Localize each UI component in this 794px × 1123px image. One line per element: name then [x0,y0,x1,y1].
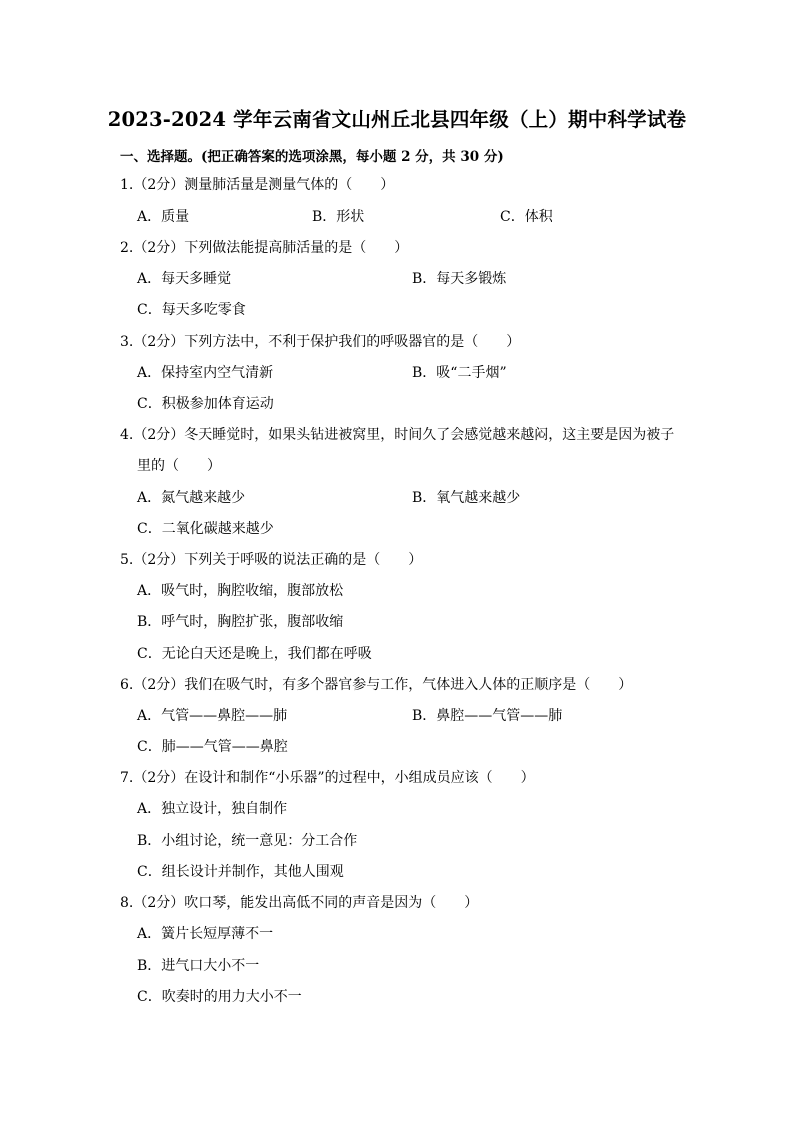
question-4-option-c: C．二氧化碳越来越少 [137,521,274,537]
question-1-option-a: A．质量 [137,209,190,225]
question-1-option-c: C．体积 [500,209,553,225]
question-8-option-a: A．簧片长短厚薄不一 [137,926,274,942]
section-heading: 一、选择题。(把正确答案的选项涂黑，每小题 2 分，共 30 分) [120,149,504,165]
question-7-stem: 7.（2分）在设计和制作“小乐器”的过程中，小组成员应该（ ） [120,770,535,786]
question-5-stem: 5.（2分）下列关于呼吸的说法正确的是（ ） [120,552,423,568]
question-8-option-b: B．进气口大小不一 [137,958,260,974]
question-6-stem: 6.（2分）我们在吸气时，有多个器官参与工作，气体进入人体的正顺序是（ ） [120,677,633,693]
question-4-stem: 4.（2分）冬天睡觉时，如果头钻进被窝里，时间久了会感觉越来越闷，这主要是因为被子 [120,427,675,443]
question-2-option-c: C．每天多吃零食 [137,302,246,318]
question-7-option-a: A．独立设计，独自制作 [137,801,288,817]
question-3-option-a: A．保持室内空气清新 [137,365,274,381]
question-4-option-a: A．氮气越来越少 [137,490,246,506]
question-7-option-c: C．组长设计并制作，其他人围观 [137,864,344,880]
question-6-option-b: B．鼻腔——气管——肺 [412,708,563,724]
question-5-option-c: C．无论白天还是晚上，我们都在呼吸 [137,646,372,662]
question-2-stem: 2.（2分）下列做法能提高肺活量的是（ ） [120,240,409,256]
question-6-option-a: A．气管——鼻腔——肺 [137,708,288,724]
question-3-option-b: B．吸“二手烟” [412,365,507,381]
question-8-option-c: C．吹奏时的用力大小不一 [137,989,302,1005]
question-8-stem: 8.（2分）吹口琴，能发出高低不同的声音是因为（ ） [120,895,479,911]
question-4-option-b: B．氧气越来越少 [412,490,521,506]
question-6-option-c: C．肺——气管——鼻腔 [137,739,288,755]
exam-title: 2023-2024 学年云南省文山州丘北县四年级（上）期中科学试卷 [107,108,687,131]
question-1-stem: 1.（2分）测量肺活量是测量气体的（ ） [120,177,395,193]
question-5-option-b: B．呼气时，胸腔扩张，腹部收缩 [137,614,344,630]
question-2-option-b: B．每天多锻炼 [412,271,507,287]
question-4-stem-continued: 里的（ ） [137,458,221,474]
question-5-option-a: A．吸气时，胸腔收缩，腹部放松 [137,583,344,599]
question-1-option-b: B．形状 [312,209,365,225]
question-3-stem: 3.（2分）下列方法中，不利于保护我们的呼吸器官的是（ ） [120,334,521,350]
question-3-option-c: C．积极参加体育运动 [137,396,274,412]
question-2-option-a: A．每天多睡觉 [137,271,232,287]
question-7-option-b: B．小组讨论，统一意见：分工合作 [137,833,358,849]
